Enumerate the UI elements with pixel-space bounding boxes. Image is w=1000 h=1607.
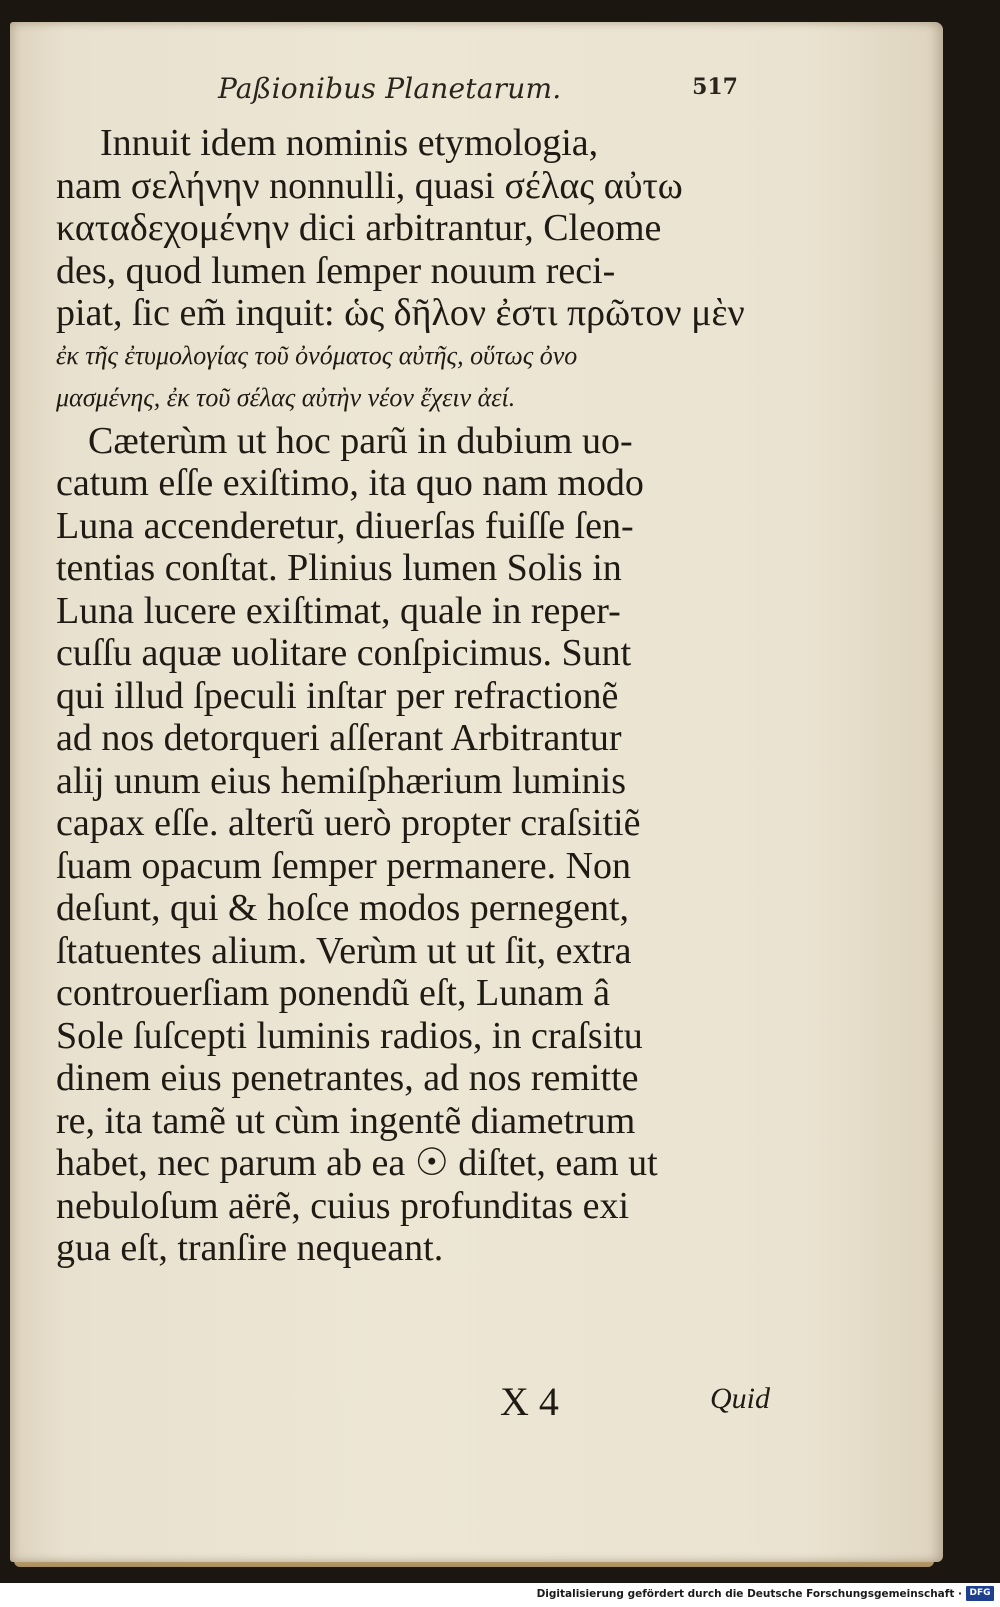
signature-mark: X 4 (500, 1379, 559, 1424)
page-footer (500, 1378, 770, 1424)
funding-credit: Digitalisierung gefördert durch die Deutsche Forschungsgemeinschaft · (536, 1588, 962, 1600)
text-line: ad nos detorqueri aſſerant Arbitrantur (56, 717, 622, 759)
text-line: qui illud ſpeculi inſtar per refractionẽ (56, 674, 619, 717)
text-line: re, ita tamẽ ut cùm ingentẽ diametrum (56, 1099, 636, 1142)
running-head: Paßionibus Planetarum. (218, 72, 562, 105)
text-line: capax eſſe. alterũ uerò propter craſsitiẽ (56, 802, 641, 844)
text-line: cuſſu aquæ uolitare conſpicimus. Sunt (56, 632, 632, 674)
dfg-logo: DFG (966, 1586, 994, 1601)
credit-bar (0, 1583, 1000, 1607)
text-line: Sole ſuſcepti luminis radios, in craſsitu (56, 1014, 643, 1057)
text-line: catum eſſe exiſtimo, ita quo nam modo (56, 462, 644, 504)
text-line: deſunt, qui & hoſce modos pernegent, (56, 887, 630, 929)
text-line: des, quod lumen ſemper nouum reci- (56, 249, 616, 292)
text-line: ἐκ τῆς ἐτυμολογίας τοῦ ὀνόματος αὐτῆς, οὕτως ὀνο (56, 340, 578, 370)
body-text (56, 122, 756, 1270)
text-line: controuerſiam ponendũ eſt, Lunam â (56, 972, 610, 1014)
text-line: Innuit idem nominis etymologia, (100, 122, 599, 164)
text-line: Luna lucere exiſtimat, quale in reper- (56, 589, 621, 632)
text-line: καταδεχομένην dici arbitrantur, Cleome (56, 207, 662, 249)
text-line: gua eſt, tranſire nequeant. (56, 1227, 444, 1269)
text-line: alij unum eius hemiſphærium luminis (56, 759, 626, 802)
text-line: nebuloſum aërẽ, cuius profunditas exi (56, 1184, 630, 1227)
text-line: ſuam opacum ſemper permanere. Non (56, 844, 632, 887)
text-line: Cæterùm ut hoc parũ in dubium uo- (88, 419, 633, 462)
text-line: μασμένης, ἐκ τοῦ σέλας αὐτὴν νέον ἔχειν ἀεί. (56, 383, 516, 412)
text-line: nam σελήνην nonnulli, quasi σέλας αὐτω (56, 164, 683, 207)
page-number: 517 (692, 74, 738, 100)
text-line: piat, ſic em̃ inquit: ὡς δῆλον ἐστι πρῶτον μὲν (56, 292, 745, 334)
text-line: ſtatuentes alium. Verùm ut ut ſit, extra (56, 929, 632, 972)
catchword: Quid (710, 1382, 770, 1415)
text-line: Luna accenderetur, diuerſas fuiſſe ſen- (56, 504, 634, 547)
page-header (218, 70, 738, 114)
text-line: habet, nec parum ab ea ☉ diſtet, eam ut (56, 1142, 658, 1184)
text-line: tentias conſtat. Plinius lumen Solis in (56, 547, 622, 589)
text-line: dinem eius penetrantes, ad nos remitte (56, 1057, 639, 1099)
